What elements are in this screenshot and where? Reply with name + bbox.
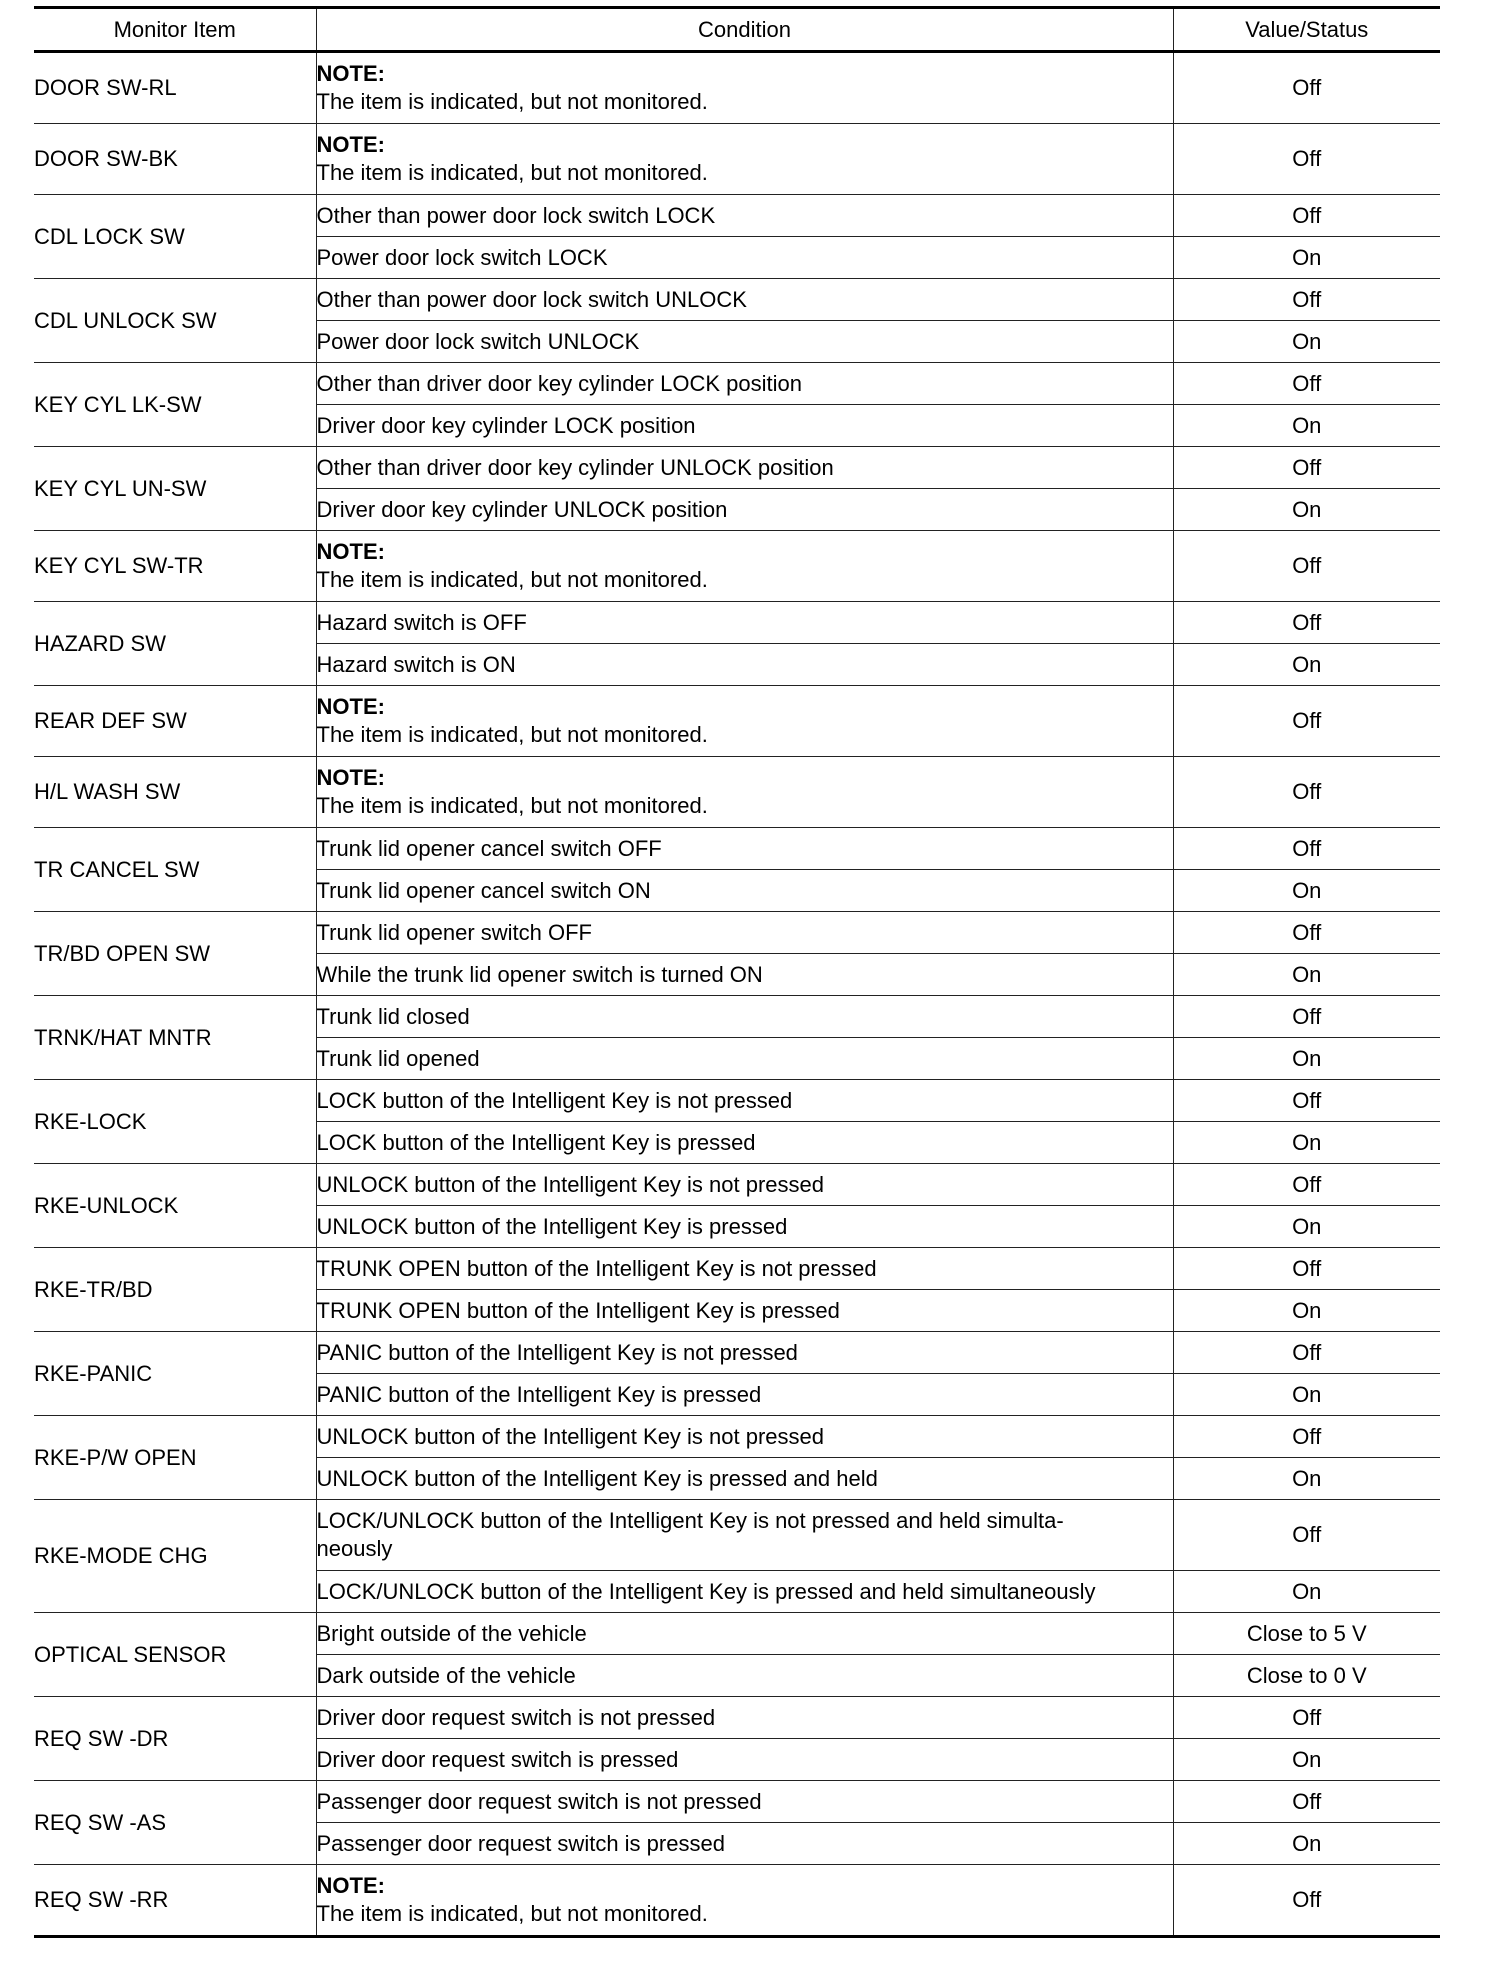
- value-status: Off: [1173, 1332, 1440, 1374]
- table-row: [34, 1500, 1440, 1571]
- table-row: [34, 1332, 1440, 1374]
- value-status: Off: [1173, 363, 1440, 405]
- condition-text: Hazard switch is ON: [316, 644, 1173, 686]
- value-status: Off: [1173, 1697, 1440, 1739]
- condition-text: Power door lock switch UNLOCK: [316, 321, 1173, 363]
- condition-text: TRUNK OPEN button of the Intelligent Key is pressed: [316, 1290, 1173, 1332]
- condition-text: LOCK button of the Intelligent Key is not pressed: [316, 1080, 1173, 1122]
- value-status: Off: [1173, 1865, 1440, 1937]
- value-status: On: [1173, 321, 1440, 363]
- value-status: Off: [1173, 531, 1440, 602]
- table-body: [34, 52, 1440, 1937]
- monitor-item-name: TR CANCEL SW: [34, 828, 316, 912]
- table-row: [34, 1697, 1440, 1739]
- condition-text: Trunk lid opener switch OFF: [316, 912, 1173, 954]
- condition-note: [316, 757, 1173, 828]
- value-status: On: [1173, 237, 1440, 279]
- monitor-item-name: KEY CYL SW-TR: [34, 531, 316, 602]
- value-status: Off: [1173, 1248, 1440, 1290]
- value-status: Off: [1173, 1500, 1440, 1571]
- note-label: NOTE:: [316, 1873, 385, 1898]
- condition-text: Trunk lid opener cancel switch ON: [316, 870, 1173, 912]
- condition-text: Other than power door lock switch LOCK: [316, 195, 1173, 237]
- table-row: [34, 912, 1440, 954]
- condition-text: Driver door key cylinder UNLOCK position: [316, 489, 1173, 531]
- value-status: On: [1173, 954, 1440, 996]
- value-status: On: [1173, 405, 1440, 447]
- value-status: On: [1173, 870, 1440, 912]
- monitor-item-name: CDL UNLOCK SW: [34, 279, 316, 363]
- table-header: [34, 8, 1440, 52]
- note-label: NOTE:: [316, 765, 385, 790]
- condition-text: Trunk lid opener cancel switch OFF: [316, 828, 1173, 870]
- value-status: On: [1173, 1458, 1440, 1500]
- value-status: Off: [1173, 279, 1440, 321]
- value-status: On: [1173, 1823, 1440, 1865]
- condition-text: While the trunk lid opener switch is turned ON: [316, 954, 1173, 996]
- table-row: [34, 1865, 1440, 1937]
- table-row: [34, 1080, 1440, 1122]
- condition-text: Trunk lid closed: [316, 996, 1173, 1038]
- condition-note: [316, 531, 1173, 602]
- monitor-item-name: KEY CYL UN-SW: [34, 447, 316, 531]
- monitor-item-name: TR/BD OPEN SW: [34, 912, 316, 996]
- condition-note: [316, 124, 1173, 195]
- value-status: Off: [1173, 828, 1440, 870]
- value-status: Off: [1173, 996, 1440, 1038]
- table-row: [34, 1416, 1440, 1458]
- condition-text: UNLOCK button of the Intelligent Key is pressed: [316, 1206, 1173, 1248]
- table-row: [34, 1613, 1440, 1655]
- value-status: On: [1173, 1571, 1440, 1613]
- condition-text: Other than driver door key cylinder LOCK position: [316, 363, 1173, 405]
- value-status: On: [1173, 1290, 1440, 1332]
- condition-text: LOCK/UNLOCK button of the Intelligent Key is pressed and held simultaneously: [316, 1571, 1173, 1613]
- condition-text: PANIC button of the Intelligent Key is pressed: [316, 1374, 1173, 1416]
- note-text: The item is indicated, but not monitored.: [316, 567, 708, 592]
- note-text: The item is indicated, but not monitored.: [316, 1901, 708, 1926]
- note-text: The item is indicated, but not monitored.: [316, 793, 708, 818]
- condition-text: Other than power door lock switch UNLOCK: [316, 279, 1173, 321]
- table-row: [34, 279, 1440, 321]
- header-condition: Condition: [316, 8, 1173, 52]
- value-status: Off: [1173, 1416, 1440, 1458]
- table-row: [34, 1164, 1440, 1206]
- condition-text: Driver door request switch is not pressed: [316, 1697, 1173, 1739]
- monitor-item-name: DOOR SW-RL: [34, 52, 316, 124]
- monitor-item-name: RKE-LOCK: [34, 1080, 316, 1164]
- table-row: [34, 447, 1440, 489]
- monitor-item-name: TRNK/HAT MNTR: [34, 996, 316, 1080]
- table-row: [34, 52, 1440, 124]
- note-label: NOTE:: [316, 694, 385, 719]
- table-row: [34, 1248, 1440, 1290]
- note-label: NOTE:: [316, 539, 385, 564]
- monitor-item-name: HAZARD SW: [34, 602, 316, 686]
- table-row: [34, 363, 1440, 405]
- condition-note: [316, 52, 1173, 124]
- note-label: NOTE:: [316, 61, 385, 86]
- monitor-item-name: REQ SW -AS: [34, 1781, 316, 1865]
- value-status: Off: [1173, 447, 1440, 489]
- monitor-item-name: CDL LOCK SW: [34, 195, 316, 279]
- table-row: [34, 828, 1440, 870]
- table-row: [34, 195, 1440, 237]
- monitor-item-name: REQ SW -DR: [34, 1697, 316, 1781]
- value-status: Off: [1173, 686, 1440, 757]
- value-status: On: [1173, 1374, 1440, 1416]
- monitor-item-name: OPTICAL SENSOR: [34, 1613, 316, 1697]
- table-row: [34, 531, 1440, 602]
- condition-text: Driver door key cylinder LOCK position: [316, 405, 1173, 447]
- table-row: [34, 996, 1440, 1038]
- condition-text: Hazard switch is OFF: [316, 602, 1173, 644]
- value-status: On: [1173, 489, 1440, 531]
- condition-text: UNLOCK button of the Intelligent Key is pressed and held: [316, 1458, 1173, 1500]
- condition-text: PANIC button of the Intelligent Key is not pressed: [316, 1332, 1173, 1374]
- condition-text: Dark outside of the vehicle: [316, 1655, 1173, 1697]
- monitor-item-name: RKE-TR/BD: [34, 1248, 316, 1332]
- value-status: Off: [1173, 912, 1440, 954]
- condition-text: UNLOCK button of the Intelligent Key is not pressed: [316, 1164, 1173, 1206]
- note-text: The item is indicated, but not monitored.: [316, 722, 708, 747]
- condition-text: LOCK button of the Intelligent Key is pressed: [316, 1122, 1173, 1164]
- monitor-item-name: RKE-PANIC: [34, 1332, 316, 1416]
- monitor-item-name: DOOR SW-BK: [34, 124, 316, 195]
- value-status: Close to 5 V: [1173, 1613, 1440, 1655]
- header-monitor-item: Monitor Item: [34, 8, 316, 52]
- note-text: The item is indicated, but not monitored.: [316, 89, 708, 114]
- value-status: Off: [1173, 1080, 1440, 1122]
- table-row: [34, 757, 1440, 828]
- condition-text: UNLOCK button of the Intelligent Key is not pressed: [316, 1416, 1173, 1458]
- condition-text: Passenger door request switch is not pressed: [316, 1781, 1173, 1823]
- value-status: Off: [1173, 602, 1440, 644]
- value-status: Off: [1173, 124, 1440, 195]
- value-status: Off: [1173, 1164, 1440, 1206]
- note-text: The item is indicated, but not monitored.: [316, 160, 708, 185]
- condition-line: neously: [316, 1536, 393, 1561]
- condition-text: Bright outside of the vehicle: [316, 1613, 1173, 1655]
- monitor-item-name: RKE-UNLOCK: [34, 1164, 316, 1248]
- value-status: On: [1173, 1206, 1440, 1248]
- value-status: Off: [1173, 1781, 1440, 1823]
- monitor-item-name: RKE-P/W OPEN: [34, 1416, 316, 1500]
- condition-note: [316, 686, 1173, 757]
- condition-text: Power door lock switch LOCK: [316, 237, 1173, 279]
- monitor-table: [34, 6, 1440, 1938]
- condition-text: [316, 1500, 1173, 1571]
- value-status: On: [1173, 1038, 1440, 1080]
- condition-text: TRUNK OPEN button of the Intelligent Key is not pressed: [316, 1248, 1173, 1290]
- value-status: On: [1173, 644, 1440, 686]
- value-status: On: [1173, 1739, 1440, 1781]
- note-label: NOTE:: [316, 132, 385, 157]
- condition-text: Trunk lid opened: [316, 1038, 1173, 1080]
- table-row: [34, 1781, 1440, 1823]
- condition-line: LOCK/UNLOCK button of the Intelligent Key is not pressed and held simulta-: [316, 1508, 1064, 1533]
- condition-text: Other than driver door key cylinder UNLOCK position: [316, 447, 1173, 489]
- monitor-item-name: REAR DEF SW: [34, 686, 316, 757]
- header-value-status: Value/Status: [1173, 8, 1440, 52]
- condition-note: [316, 1865, 1173, 1937]
- value-status: Close to 0 V: [1173, 1655, 1440, 1697]
- value-status: Off: [1173, 52, 1440, 124]
- value-status: Off: [1173, 195, 1440, 237]
- table-row: [34, 602, 1440, 644]
- value-status: On: [1173, 1122, 1440, 1164]
- header-row: [34, 8, 1440, 52]
- table-row: [34, 686, 1440, 757]
- condition-text: Passenger door request switch is pressed: [316, 1823, 1173, 1865]
- monitor-item-name: RKE-MODE CHG: [34, 1500, 316, 1613]
- monitor-item-name: KEY CYL LK-SW: [34, 363, 316, 447]
- value-status: Off: [1173, 757, 1440, 828]
- condition-text: Driver door request switch is pressed: [316, 1739, 1173, 1781]
- monitor-item-name: REQ SW -RR: [34, 1865, 316, 1937]
- table-row: [34, 124, 1440, 195]
- monitor-item-name: H/L WASH SW: [34, 757, 316, 828]
